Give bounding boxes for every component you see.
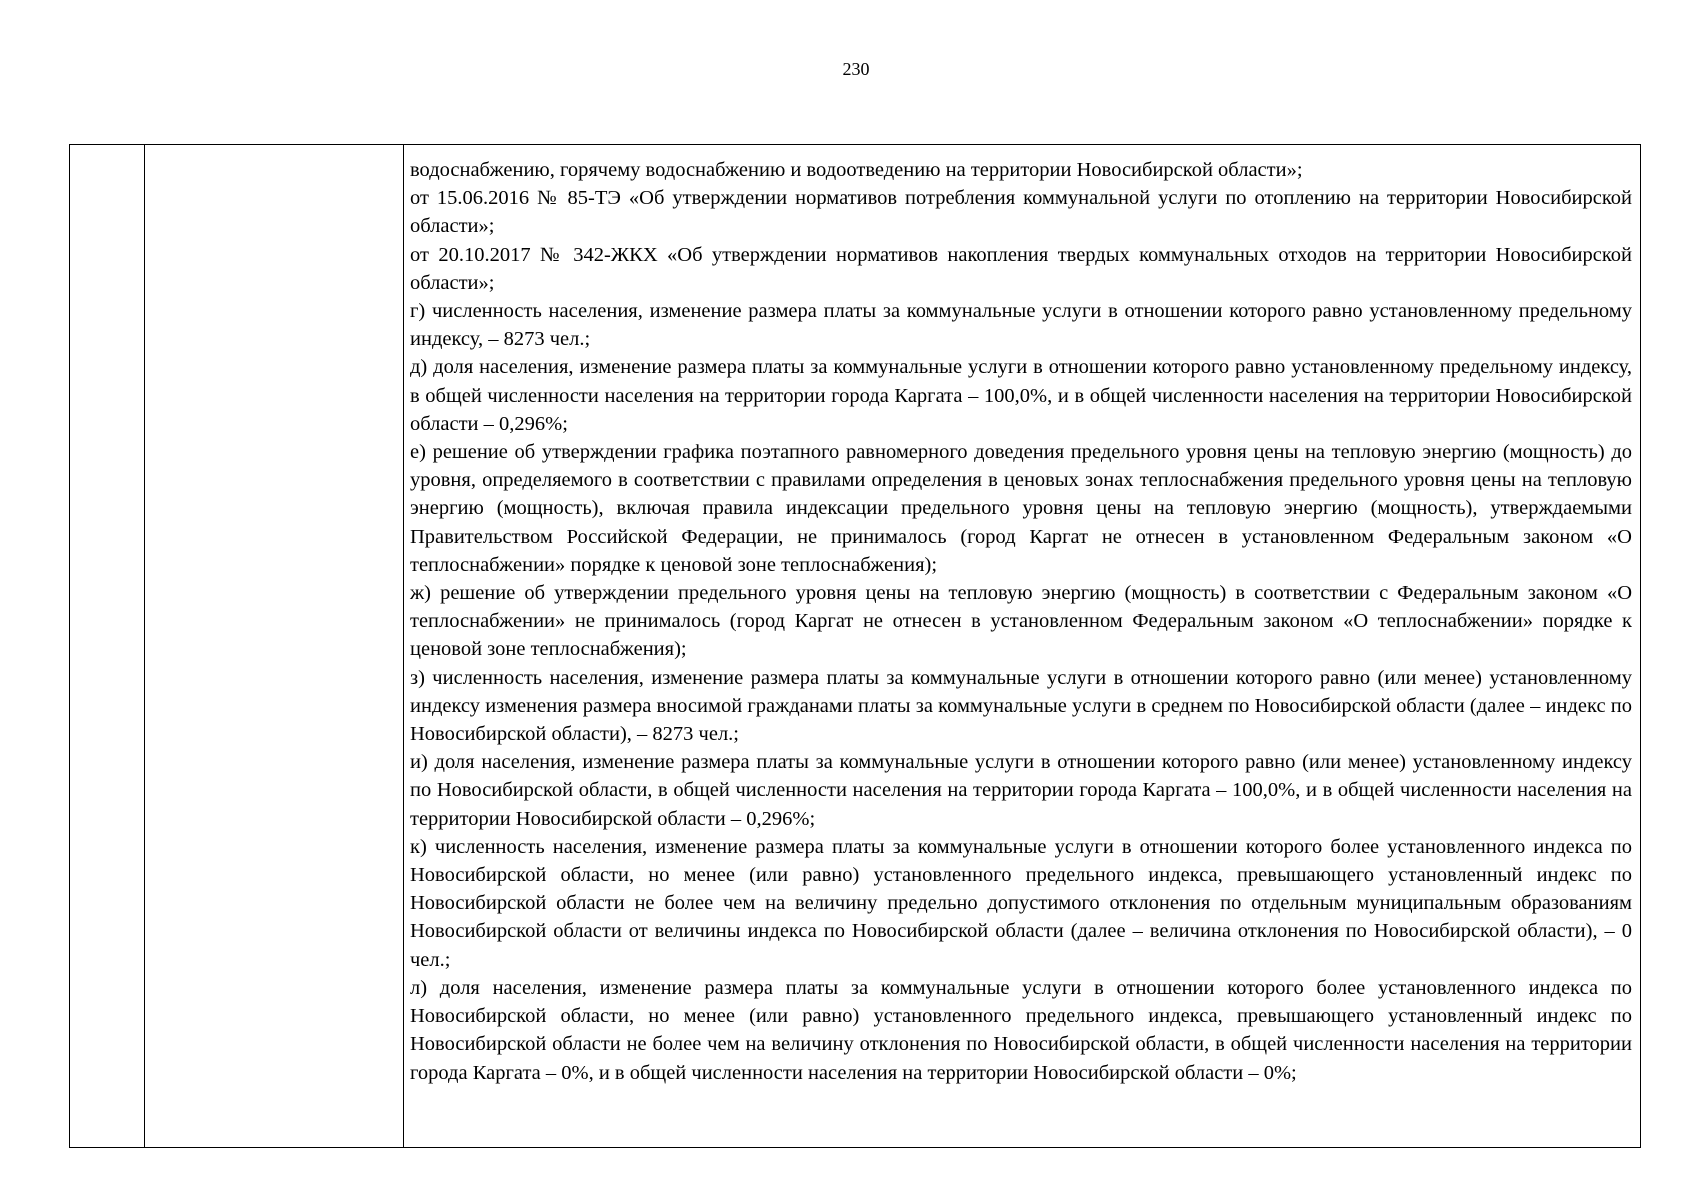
paragraph-order-342-zhkh: от 20.10.2017 № 342-ЖКХ «Об утверждении нормативов накопления твердых коммунальных отходов на территории Новосибирской области»; [410,243,1632,294]
paragraph-water-supply-end: водоснабжению, горячему водоснабжению и водоотведению на территории Новосибирской области»; [410,159,1303,181]
paragraph-order-85-te: от 15.06.2016 № 85-ТЭ «Об утверждении нормативов потребления коммунальной услуги по отоплению на территории Новосибирской области»; [410,187,1632,238]
paragraph-item-zh: ж) решение об утверждении предельного уровня цены на тепловую энергию (мощность) в соответствии с Федеральным законом «О теплоснабжении» не принималось (город Каргат не отнесен в установленном Федеральным законом «О теплоснабжении» порядке к ценовой зоне теплоснабжения); [410,582,1632,661]
document-table [69,144,1641,1148]
table-text-cell [410,156,1632,1087]
paragraph-item-i: и) доля населения, изменение размера платы за коммунальные услуги в отношении которого равно (или менее) установленному индексу по Новосибирской области, в общей численности населения на территории города Каргата – 100,0%, и в общей численности населения на территории Новосибирской области – 0,296%; [410,751,1632,830]
paragraph-item-k: к) численность населения, изменение размера платы за коммунальные услуги в отношении которого более установленного индекса по Новосибирской области, но менее (или равно) установленного предельного индекса, превышающего установленный индекс по Новосибирской области не более чем на величину предельно допустимого отклонения по отдельным муниципальным образованиям Новосибирской области от величины индекса по Новосибирской области (далее – величина отклонения по Новосибирской области), – 0 чел.; [410,835,1632,971]
table-column-divider-2 [403,145,404,1147]
page-number: 230 [842,59,870,79]
paragraph-item-g: г) численность населения, изменение размера платы за коммунальные услуги в отношении которого равно установленному предельному индексу, – 8273 чел.; [410,300,1632,351]
paragraph-item-l: л) доля населения, изменение размера платы за коммунальные услуги в отношении которого более установленного индекса по Новосибирской области, но менее (или равно) установленного предельного индекса, превышающего установленный индекс по Новосибирской области не более чем на величину отклонения по Новосибирской области, в общей численности населения на территории города Каргата – 0%, и в общей численности населения на территории Новосибирской области – 0%; [410,976,1632,1084]
paragraph-item-d: д) доля населения, изменение размера платы за коммунальные услуги в отношении которого равно установленному предельному индексу, в общей численности населения на территории города Каргата – 100,0%, и в общей численности населения на территории Новосибирской области – 0,296%; [410,356,1632,435]
table-column-divider-1 [144,145,145,1147]
paragraph-item-e: е) решение об утверждении графика поэтапного равномерного доведения предельного уровня цены на тепловую энергию (мощность) до уровня, определяемого в соответствии с правилами определения в ценовых зонах теплоснабжения предельного уровня цены на тепловую энергию (мощность), включая правила индексации предельного уровня цены на тепловую энергию (мощность), утверждаемыми Правительством Российской Федерации, не принималось (город Каргат не отнесен в установленном Федеральным законом «О теплоснабжении» порядке к ценовой зоне теплоснабжения); [410,441,1632,576]
paragraph-item-z: з) численность населения, изменение размера платы за коммунальные услуги в отношении которого равно (или менее) установленному индексу изменения размера вносимой гражданами платы за коммунальные услуги в среднем по Новосибирской области (далее – индекс по Новосибирской области), – 8273 чел.; [410,666,1632,746]
